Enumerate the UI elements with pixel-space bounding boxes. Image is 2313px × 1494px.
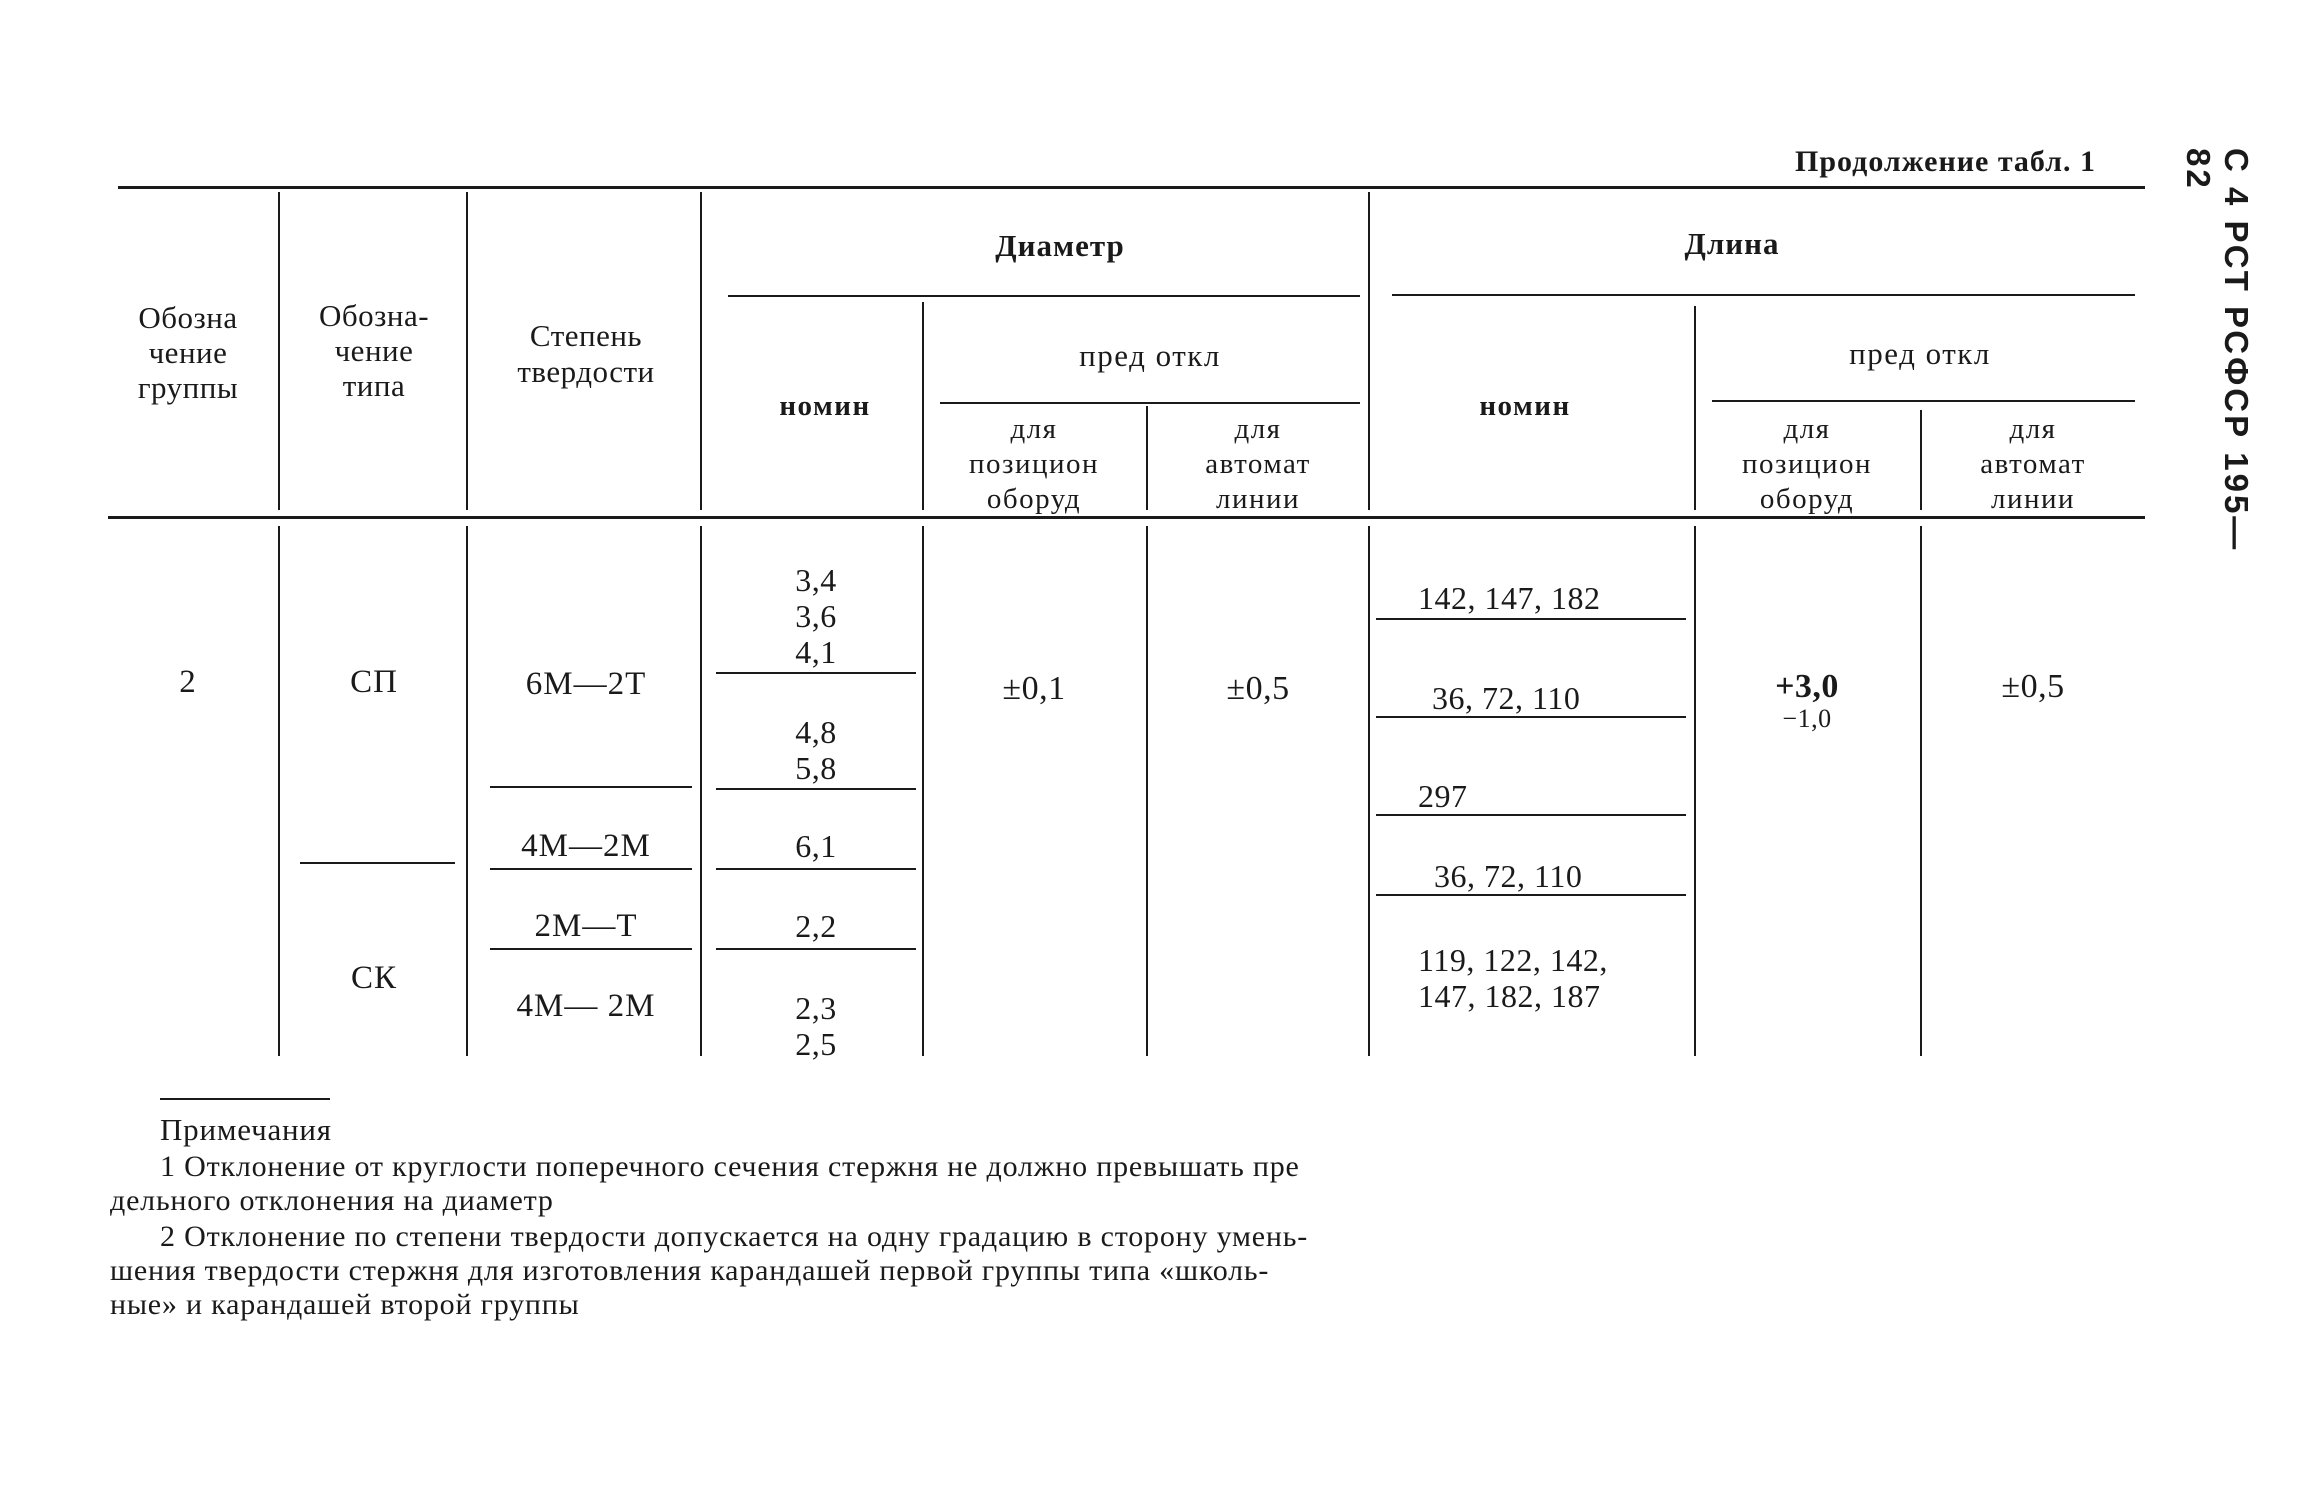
note-line-4: шения твердости стержня для изготовления карандашей первой группы типа «школь- — [110, 1254, 1270, 1287]
col-rule-4b — [922, 526, 924, 1056]
col-rule-3 — [700, 192, 702, 510]
cell-type-sp: СП — [350, 664, 398, 700]
notes-separator — [160, 1098, 330, 1100]
len-rule-1 — [1376, 618, 1686, 620]
cell-type-sk: СК — [350, 960, 398, 996]
note-line-3: 2 Отклонение по степени твердости допускается на одну градацию в сторону умень- — [160, 1220, 1309, 1253]
len-rule-3 — [1376, 814, 1686, 816]
cell-group: 2 — [179, 664, 197, 700]
header-pred-otkl-diameter: пред откл — [1079, 338, 1221, 373]
diam-rule-1 — [716, 672, 916, 674]
hardness-rule-2 — [490, 868, 692, 870]
diameter-header-rule — [728, 295, 1360, 297]
cell-len-auto: ±0,5 — [2001, 668, 2065, 705]
note-line-2: дельного отклонения на диаметр — [110, 1184, 554, 1217]
cell-len-nomin-1: 142, 147, 182 — [1418, 580, 1601, 616]
cell-diam-nomin-2: 4,8 5,8 — [795, 714, 837, 786]
diam-rule-2 — [716, 788, 916, 790]
cell-hardness-1: 6М—2Т — [525, 666, 647, 702]
table-top-rule — [118, 186, 2145, 189]
col-rule-6b — [1368, 526, 1370, 1056]
col-rule-7b — [1694, 526, 1696, 1056]
len-rule-4 — [1376, 894, 1686, 896]
hardness-rule-1 — [490, 786, 692, 788]
col-rule-3b — [700, 526, 702, 1056]
type-sp-sk-rule — [300, 862, 455, 864]
col-rule-5b — [1146, 526, 1148, 1056]
cell-len-nomin-3: 297 — [1418, 778, 1468, 814]
cell-len-pos-upper: +3,0 — [1775, 668, 1839, 705]
col-rule-8b — [1920, 526, 1922, 1056]
continuation-label: Продолжение табл. 1 — [1795, 145, 2097, 178]
cell-diam-nomin-3: 6,1 — [795, 828, 837, 864]
side-document-code: С 4 РСТ РСФСР 195—82 — [2180, 148, 2255, 553]
col-rule-4 — [922, 302, 924, 510]
cell-len-nomin-2: 36, 72, 110 — [1432, 680, 1581, 716]
cell-hardness-2: 4М—2М — [521, 828, 651, 864]
cell-hardness-3: 2М—Т — [534, 908, 638, 944]
header-pos-equip-diameter: для позицион оборуд — [968, 413, 1100, 515]
cell-hardness-4: 4М— 2М — [516, 988, 656, 1024]
cell-len-nomin-4: 36, 72, 110 — [1434, 858, 1583, 894]
col-rule-1b — [278, 526, 280, 1056]
cell-len-nomin-5: 119, 122, 142, 147, 182, 187 — [1418, 942, 1608, 1014]
note-line-5: ные» и карандашей второй группы — [110, 1288, 580, 1321]
col-rule-1 — [278, 192, 280, 510]
length-header-rule — [1392, 294, 2135, 296]
notes-title: Примечания — [160, 1112, 332, 1147]
cell-len-pos-lower: −1,0 — [1782, 704, 1832, 733]
col-rule-5 — [1146, 406, 1148, 510]
diam-rule-3 — [716, 868, 916, 870]
header-nomin-length: номин — [1479, 390, 1571, 422]
note-line-1: 1 Отклонение от круглости поперечного сечения стержня не должно превышать пре — [160, 1150, 1300, 1183]
header-group: Обозна чение группы — [137, 300, 239, 405]
diam-rule-4 — [716, 948, 916, 950]
hardness-rule-3 — [490, 948, 692, 950]
header-nomin-diameter: номин — [779, 390, 871, 422]
len-rule-2 — [1376, 716, 1686, 718]
cell-diam-nomin-4: 2,2 — [795, 908, 837, 944]
header-diameter: Диаметр — [995, 228, 1125, 263]
cell-diam-auto: ±0,5 — [1226, 670, 1290, 707]
header-length: Длина — [1684, 226, 1780, 261]
header-auto-line-diameter: для автомат линии — [1205, 413, 1311, 515]
length-pred-rule — [1712, 400, 2135, 402]
header-hardness: Степень твердости — [517, 318, 655, 389]
diameter-pred-rule — [940, 402, 1360, 404]
col-rule-2 — [466, 192, 468, 510]
cell-diam-nomin-1: 3,4 3,6 4,1 — [795, 562, 837, 670]
header-pos-equip-length: для позицион оборуд — [1741, 413, 1873, 515]
col-rule-8 — [1920, 410, 1922, 510]
cell-diam-pos: ±0,1 — [1002, 670, 1066, 707]
col-rule-2b — [466, 526, 468, 1056]
header-type: Обозна- чение типа — [318, 298, 430, 403]
col-rule-6 — [1368, 192, 1370, 510]
col-rule-7 — [1694, 306, 1696, 510]
cell-diam-nomin-5: 2,3 2,5 — [795, 990, 837, 1062]
header-pred-otkl-length: пред откл — [1849, 336, 1991, 371]
header-auto-line-length: для автомат линии — [1980, 413, 2086, 515]
